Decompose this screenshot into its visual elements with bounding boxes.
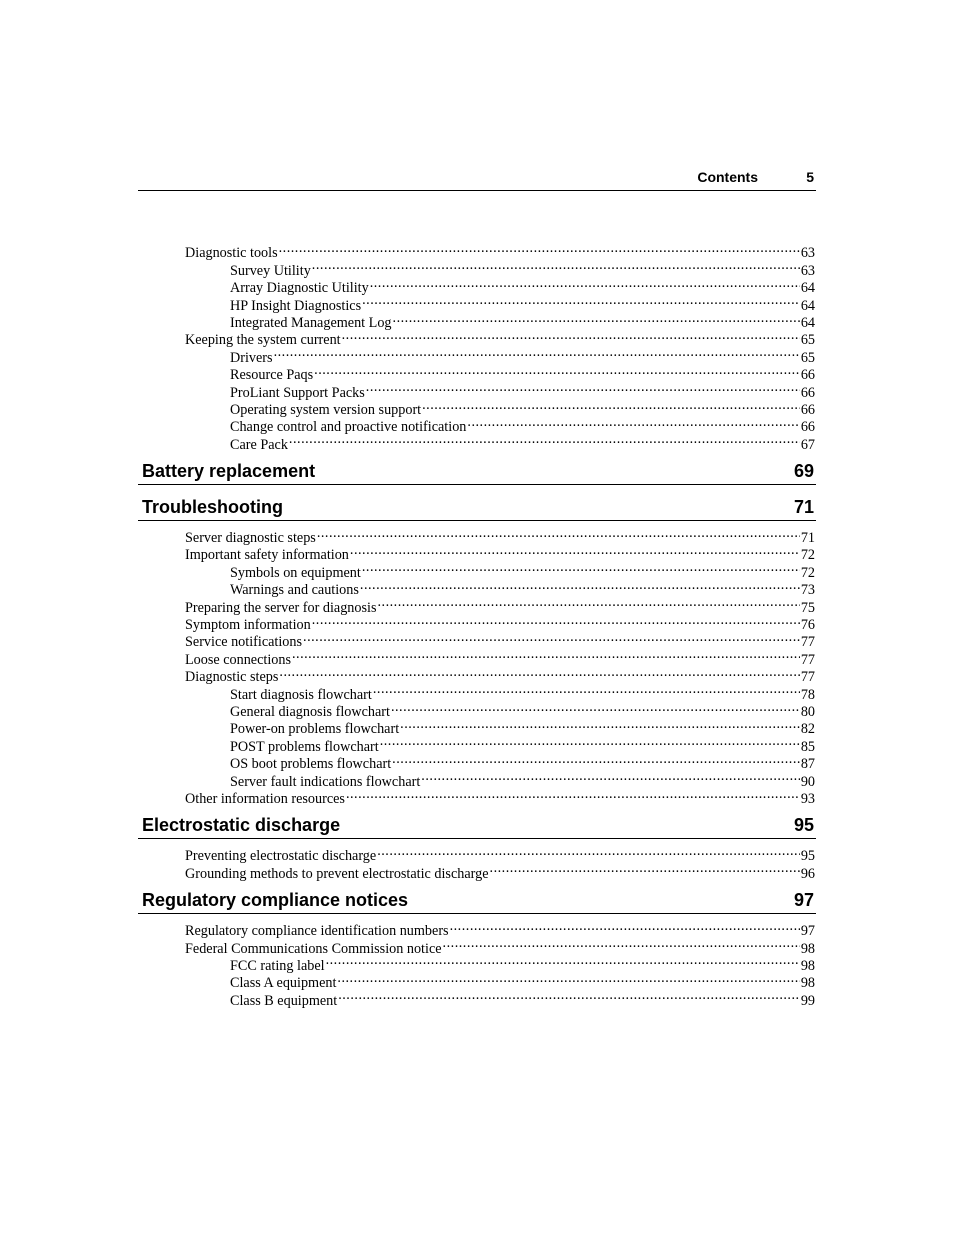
- chapter-page-number: 71: [793, 496, 814, 517]
- toc-entry-label: General diagnosis flowchart: [230, 703, 390, 720]
- dot-leader: [338, 987, 800, 1004]
- toc-entry-page-number: 97: [800, 923, 815, 940]
- toc-entry-page-number: 96: [800, 865, 815, 882]
- dot-leader: [346, 786, 800, 803]
- toc-entry-label: HP Insight Diagnostics: [230, 297, 362, 314]
- toc-entry-label: Important safety information: [185, 547, 349, 564]
- dot-leader: [303, 629, 800, 646]
- toc-entry-label: Diagnostic steps: [185, 669, 279, 686]
- toc-entry-page-number: 77: [800, 634, 815, 651]
- toc-entry-page-number: 63: [800, 245, 815, 262]
- toc-entry-page-number: 66: [800, 384, 815, 401]
- page-header: [138, 168, 816, 191]
- toc-entry-label: POST problems flowchart: [230, 738, 379, 755]
- dot-leader: [377, 843, 800, 860]
- toc-entry-label: Warnings and cautions: [230, 582, 359, 599]
- toc-entry-label: Server diagnostic steps: [185, 530, 316, 547]
- toc-entry-label: OS boot problems flowchart: [230, 756, 392, 773]
- toc-entry-label: Power-on problems flowchart: [230, 721, 400, 738]
- dot-leader: [362, 559, 800, 576]
- dot-leader: [393, 310, 800, 327]
- header-title: Contents: [697, 169, 758, 185]
- dot-leader: [392, 751, 800, 768]
- toc-entry-page-number: 82: [800, 721, 815, 738]
- chapter-title: Battery replacement: [142, 460, 316, 481]
- toc-entry-page-number: 63: [800, 262, 815, 279]
- toc-entry-label: Regulatory compliance identification numbers: [185, 923, 449, 940]
- dot-leader: [289, 431, 800, 448]
- chapter-heading[interactable]: [138, 458, 816, 485]
- toc-entry-page-number: 66: [800, 419, 815, 436]
- toc-entry-page-number: 95: [800, 848, 815, 865]
- dot-leader: [279, 240, 800, 257]
- chapter-heading[interactable]: [138, 494, 816, 521]
- toc-entry-page-number: 72: [800, 547, 815, 564]
- chapter-title: Regulatory compliance notices: [142, 889, 409, 910]
- toc-entry-page-number: 71: [800, 530, 815, 547]
- toc-entry-label: Operating system version support: [230, 401, 422, 418]
- toc-entry-label: Array Diagnostic Utility: [230, 280, 369, 297]
- toc-entry-label: Federal Communications Commission notice: [185, 940, 442, 957]
- dot-leader: [312, 612, 800, 629]
- dot-leader: [422, 397, 800, 414]
- toc-entry-label: Preparing the server for diagnosis: [185, 599, 377, 616]
- toc-entry-page-number: 85: [800, 738, 815, 755]
- toc-entry-label: Loose connections: [185, 651, 291, 668]
- toc-entry-label: Server fault indications flowchart: [230, 773, 421, 790]
- toc-entry-page-number: 98: [800, 940, 815, 957]
- toc-entry-page-number: 64: [800, 280, 815, 297]
- toc-entry-label: FCC rating label: [230, 957, 325, 974]
- toc-entry-label: Other information resources: [185, 790, 345, 807]
- toc-entry[interactable]: [138, 240, 816, 262]
- toc-entry-page-number: 87: [800, 756, 815, 773]
- toc-entry-page-number: 78: [800, 686, 815, 703]
- toc-entry-page-number: 67: [800, 436, 815, 453]
- toc-entry-page-number: 66: [800, 401, 815, 418]
- toc-entry-page-number: 65: [800, 349, 815, 366]
- toc-entry-page-number: 76: [800, 617, 815, 634]
- toc-entry-page-number: 77: [800, 651, 815, 668]
- dot-leader: [373, 681, 800, 698]
- toc-entry-page-number: 98: [800, 957, 815, 974]
- dot-leader: [337, 970, 799, 987]
- toc-entry-label: ProLiant Support Packs: [230, 384, 365, 401]
- dot-leader: [314, 362, 800, 379]
- toc-entry[interactable]: [138, 525, 816, 547]
- dot-leader: [443, 935, 800, 952]
- toc-entry-label: Diagnostic tools: [185, 245, 278, 262]
- dot-leader: [366, 379, 800, 396]
- toc-entry-page-number: 72: [800, 564, 815, 581]
- toc-entry-page-number: 90: [800, 773, 815, 790]
- dot-leader: [342, 327, 800, 344]
- toc-entry-label: Integrated Management Log: [230, 314, 392, 331]
- dot-leader: [326, 953, 800, 970]
- dot-leader: [467, 414, 799, 431]
- toc-entry-page-number: 80: [800, 703, 815, 720]
- table-of-contents: [138, 240, 816, 1009]
- toc-entry-page-number: 66: [800, 367, 815, 384]
- dot-leader: [421, 768, 800, 785]
- dot-leader: [360, 577, 800, 594]
- dot-leader: [377, 594, 799, 611]
- toc-entry-label: Preventing electrostatic discharge: [185, 848, 377, 865]
- toc-entry-page-number: 75: [800, 599, 815, 616]
- chapter-page-number: 69: [793, 460, 814, 481]
- toc-entry-label: Symptom information: [185, 617, 311, 634]
- dot-leader: [279, 664, 799, 681]
- toc-entry-page-number: 64: [800, 297, 815, 314]
- dot-leader: [450, 918, 800, 935]
- dot-leader: [370, 275, 800, 292]
- toc-entry-label: Keeping the system current: [185, 332, 341, 349]
- toc-entry-page-number: 64: [800, 314, 815, 331]
- toc-entry-label: Resource Paqs: [230, 367, 314, 384]
- chapter-title: Troubleshooting: [142, 496, 283, 517]
- chapter-page-number: 97: [793, 889, 814, 910]
- toc-entry-page-number: 73: [800, 582, 815, 599]
- dot-leader: [292, 646, 800, 663]
- dot-leader: [312, 257, 800, 274]
- chapter-heading[interactable]: [138, 812, 816, 839]
- chapter-title: Electrostatic discharge: [142, 814, 341, 835]
- toc-entry-page-number: 65: [800, 332, 815, 349]
- toc-entry-label: Service notifications: [185, 634, 303, 651]
- toc-entry-label: Class A equipment: [230, 975, 337, 992]
- toc-entry[interactable]: [138, 918, 816, 940]
- toc-entry-label: Change control and proactive notification: [230, 419, 467, 436]
- toc-entry-label: Drivers: [230, 349, 273, 366]
- toc-entry-page-number: 99: [800, 992, 815, 1009]
- toc-entry-label: Start diagnosis flowchart: [230, 686, 372, 703]
- dot-leader: [274, 344, 800, 361]
- toc-entry-label: Care Pack: [230, 436, 288, 453]
- dot-leader: [490, 860, 800, 877]
- header-page-number: 5: [806, 169, 814, 185]
- dot-leader: [391, 699, 800, 716]
- dot-leader: [317, 525, 800, 542]
- chapter-heading[interactable]: [138, 887, 816, 914]
- toc-entry-label: Survey Utility: [230, 262, 311, 279]
- toc-entry-page-number: 77: [800, 669, 815, 686]
- dot-leader: [400, 716, 800, 733]
- dot-leader: [350, 542, 800, 559]
- toc-entry[interactable]: [138, 843, 816, 865]
- toc-entry-page-number: 93: [800, 790, 815, 807]
- chapter-page-number: 95: [793, 814, 814, 835]
- dot-leader: [362, 292, 800, 309]
- toc-entry-page-number: 98: [800, 975, 815, 992]
- toc-entry-label: Class B equipment: [230, 992, 338, 1009]
- toc-entry-label: Grounding methods to prevent electrostatic discharge: [185, 865, 489, 882]
- dot-leader: [380, 733, 800, 750]
- toc-entry-label: Symbols on equipment: [230, 564, 361, 581]
